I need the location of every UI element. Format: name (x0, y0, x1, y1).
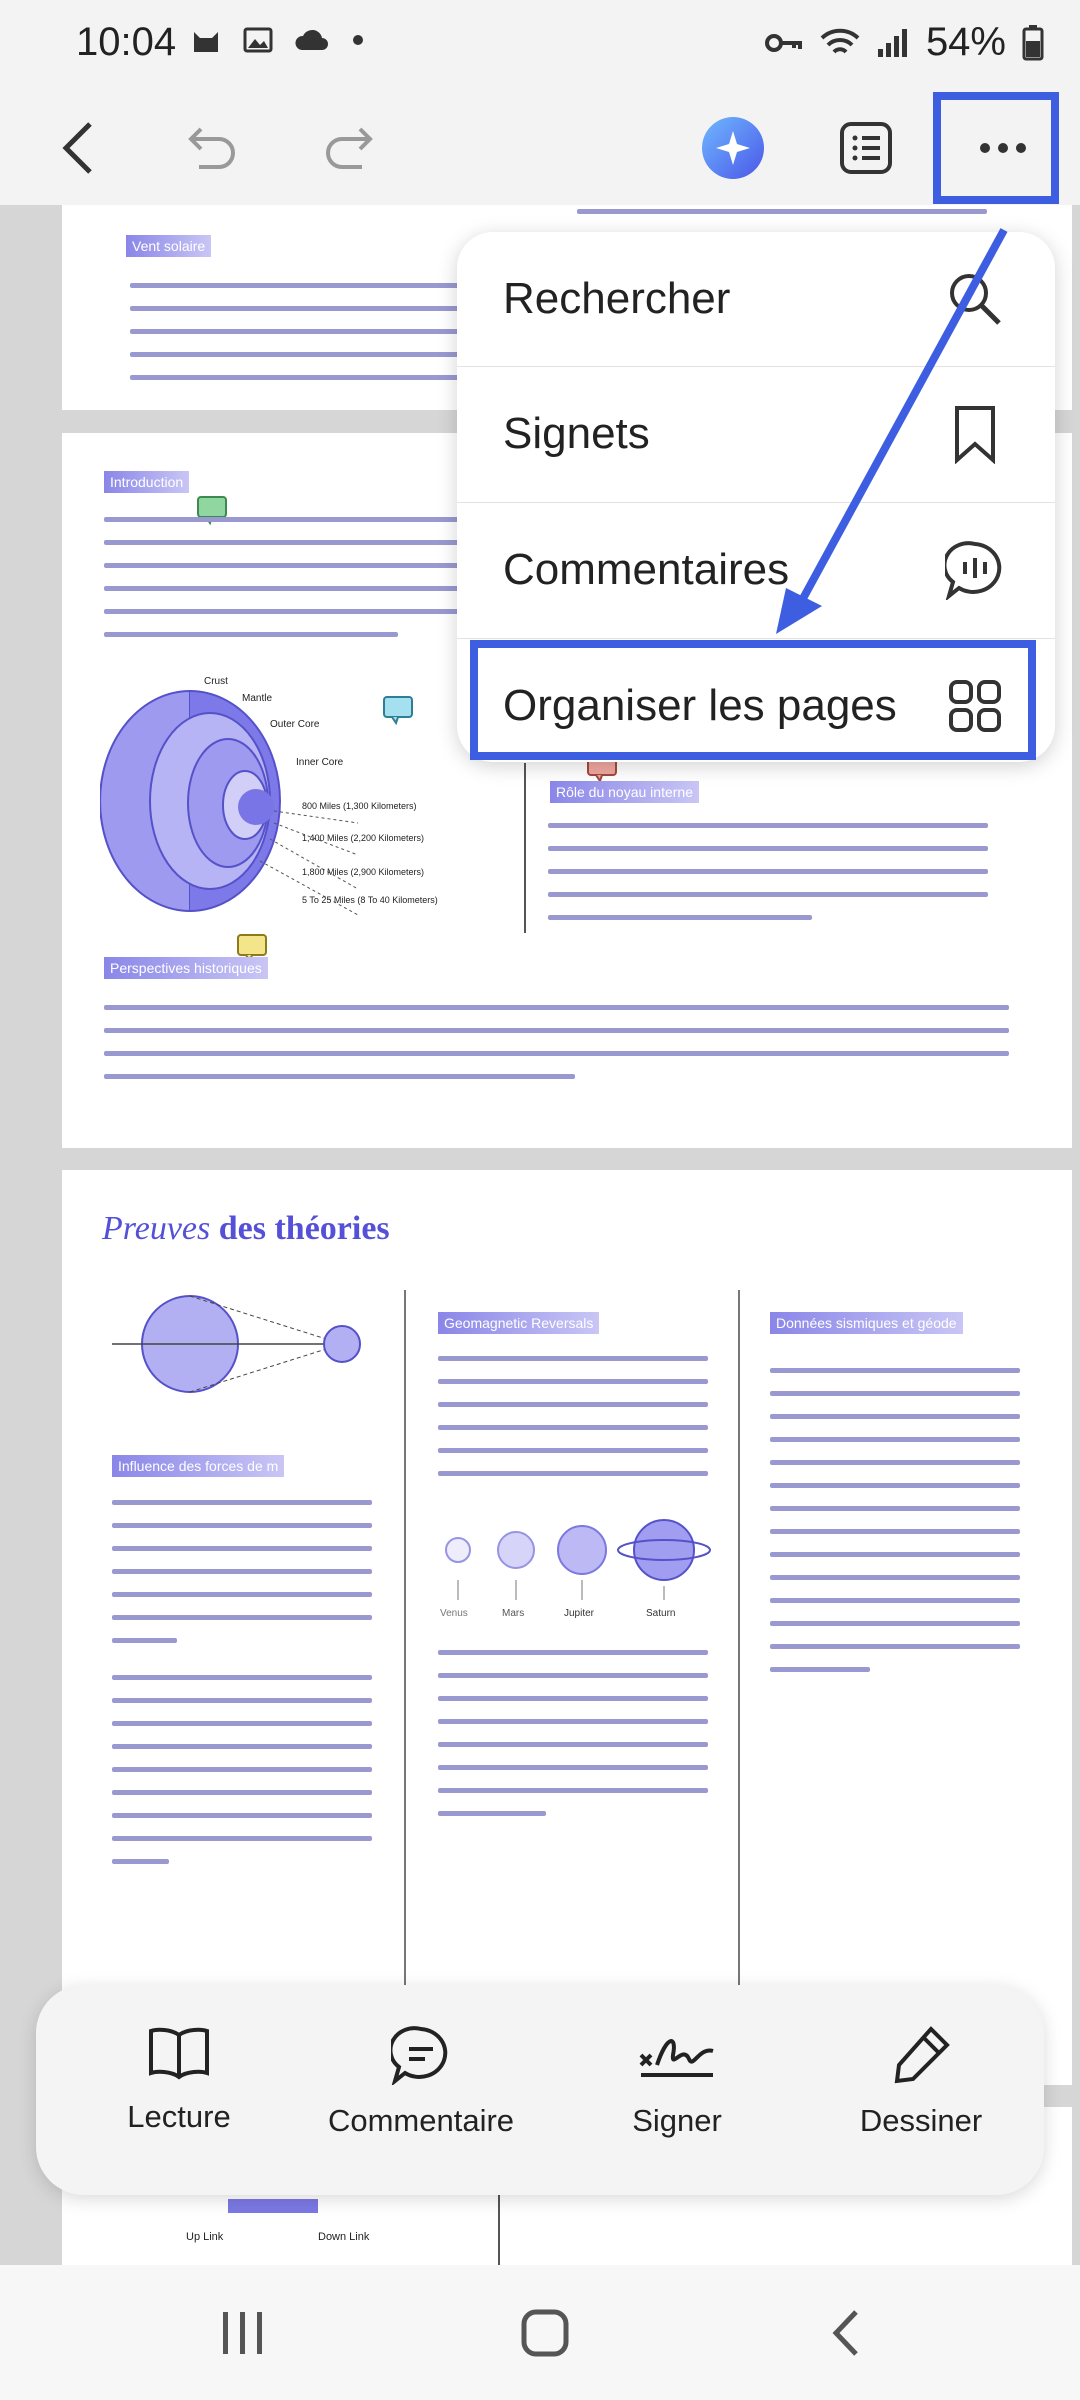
tool-commentaire[interactable] (306, 2025, 536, 2139)
distance-label: 1,800 Miles (2,900 Kilometers) (302, 867, 425, 877)
status-time: 10:04 (76, 20, 177, 64)
text-block (112, 1675, 372, 1882)
text-block (548, 823, 988, 938)
planet-label-mars: Mars (502, 1608, 525, 1619)
signature-icon (637, 2025, 717, 2085)
section-tag-influence: Influence des forces de m (112, 1455, 284, 1477)
diagram-label-crust: Crust (204, 676, 228, 687)
column-divider (498, 2195, 500, 2265)
recent-apps-icon (219, 2310, 267, 2356)
home-icon (520, 2308, 570, 2358)
section-tag-perspectives: Perspectives historiques (104, 957, 268, 979)
diagram-label-outer-core: Outer Core (270, 719, 320, 730)
forces-diagram (102, 1282, 402, 1412)
pen-icon (891, 2025, 951, 2085)
section-tag-noyau: Rôle du noyau interne (550, 781, 699, 803)
tool-signer[interactable] (562, 2025, 792, 2139)
tool-label: Signer (632, 2103, 722, 2138)
tool-label: Lecture (127, 2099, 231, 2134)
battery-percent: 54% (925, 20, 1006, 64)
menu-item-label: Rechercher (503, 274, 731, 323)
chevron-left-icon (828, 2308, 862, 2358)
text-block (438, 1356, 708, 1494)
planet-label-saturn: Saturn (646, 1608, 676, 1619)
tool-lecture[interactable] (64, 2025, 294, 2135)
menu-item-label: Signets (503, 409, 650, 458)
recent-apps-button[interactable] (198, 2295, 288, 2370)
heading-italic: Preuves (102, 1210, 211, 1247)
tool-dessiner[interactable] (806, 2025, 1036, 2139)
book-icon (147, 2025, 211, 2081)
system-nav-bar (0, 2265, 1080, 2400)
page-heading (102, 1210, 390, 1248)
planet-label-venus: Venus (440, 1608, 468, 1619)
tool-label: Dessiner (859, 2103, 983, 2138)
tool-label: Commentaire (327, 2103, 515, 2138)
downlink-label: Down Link (318, 2231, 370, 2243)
text-block (770, 1368, 1020, 1690)
column-divider (404, 1290, 406, 2000)
diagram-label-inner-core: Inner Core (296, 757, 344, 768)
text-block (112, 1500, 372, 1661)
section-tag-vent-solaire: Vent solaire (126, 235, 211, 257)
distance-label: 5 To 25 Miles (8 To 40 Kilometers) (302, 895, 438, 905)
document-page-3 (62, 1170, 1072, 2085)
bottom-tools-bar (36, 1985, 1044, 2195)
diagram-label-mantle: Mantle (242, 693, 273, 704)
planet-label-jupiter: Jupiter (564, 1608, 595, 1619)
home-button[interactable] (500, 2295, 590, 2370)
distance-label: 1,400 Miles (2,200 Kilometers) (302, 833, 425, 843)
section-tag-introduction: Introduction (104, 471, 189, 493)
section-tag-geomagnetic: Geomagnetic Reversals (438, 1312, 599, 1334)
column-divider (738, 1290, 740, 2000)
heading-bold: des théories (218, 1210, 390, 1247)
menu-item-label: Commentaires (503, 545, 790, 594)
distance-label: 800 Miles (1,300 Kilometers) (302, 801, 417, 811)
menu-item-label: Organiser les pages (503, 681, 897, 730)
annotation-arrow (0, 0, 1080, 800)
comment-icon (391, 2025, 451, 2085)
document-page-4-lower (62, 2195, 1072, 2265)
system-back-button[interactable] (800, 2295, 890, 2370)
text-block (438, 1650, 708, 1834)
text-block (104, 1005, 1009, 1097)
satellite-panel (228, 2199, 318, 2213)
uplink-label: Up Link (186, 2231, 224, 2243)
section-tag-sismiques: Données sismiques et géode (770, 1312, 963, 1334)
